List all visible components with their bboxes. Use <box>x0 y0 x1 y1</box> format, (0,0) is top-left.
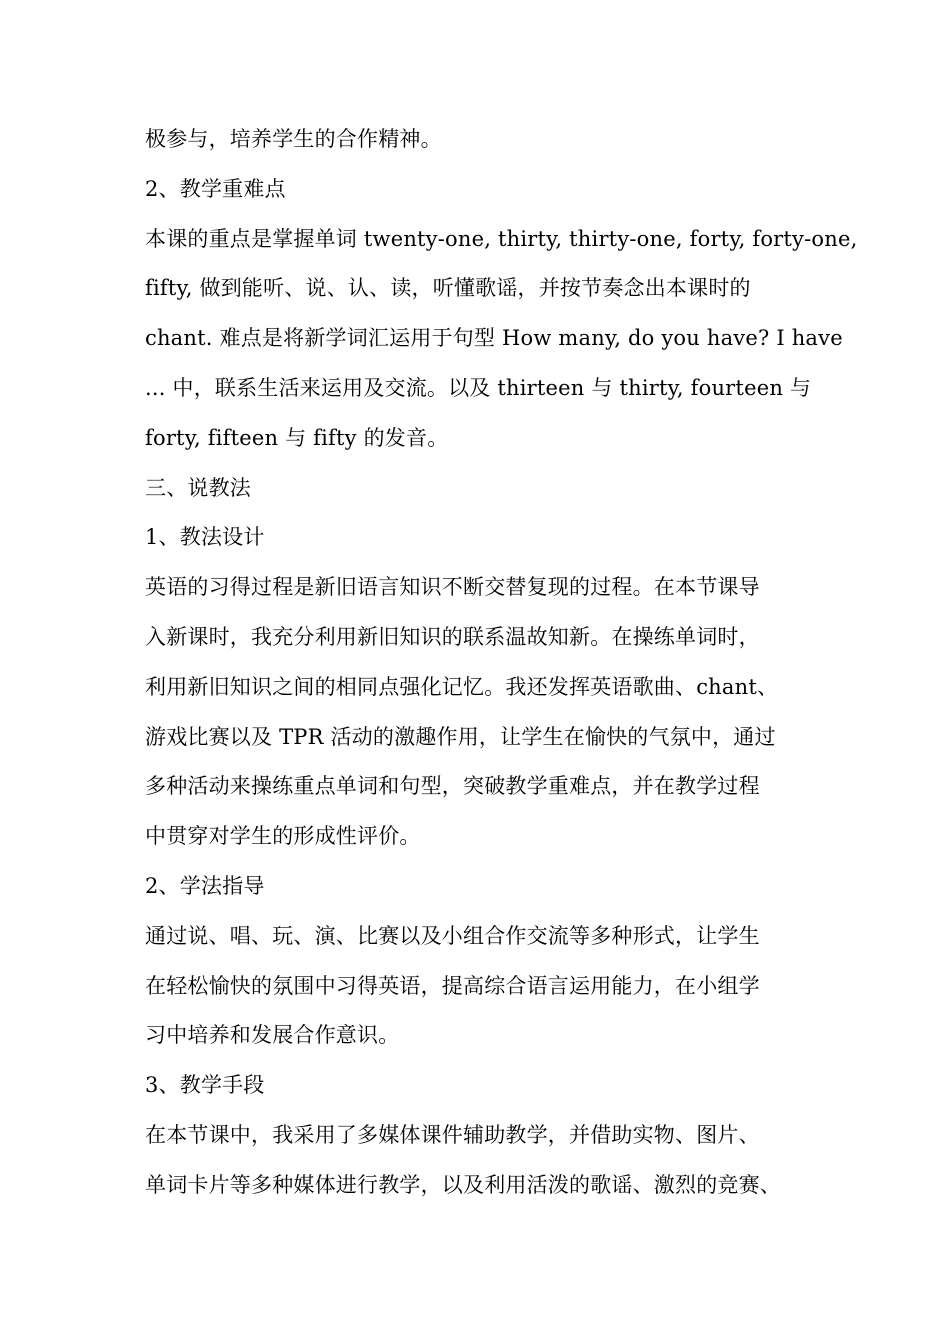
paragraph-line: chant. 难点是将新学词汇运用于句型 How many, do you have? I have <box>145 326 843 351</box>
paragraph-line: 极参与，培养学生的合作精神。 <box>145 127 442 151</box>
paragraph-line: 在轻松愉快的氛围中习得英语，提高综合语言运用能力，在小组学 <box>145 973 760 998</box>
paragraph-line: 在本节课中，我采用了多媒体课件辅助教学，并借助实物、图片、 <box>145 1122 760 1147</box>
paragraph-line: 中贯穿对学生的形成性评价。 <box>145 824 421 849</box>
paragraph-line: fifty, 做到能听、说、认、读，听懂歌谣，并按节奏念出本课时的 <box>145 276 751 301</box>
document-body <box>145 115 858 1211</box>
paragraph-line: 本课的重点是掌握单词 twenty-one, thirty, thirty-one, forty, forty-one, <box>145 226 858 251</box>
paragraph-line: 多种活动来操练重点单词和句型，突破教学重难点，并在教学过程 <box>145 774 760 799</box>
paragraph-line: 利用新旧知识之间的相同点强化记忆。我还发挥英语歌曲、chant、 <box>145 674 779 699</box>
paragraph-line: 单词卡片等多种媒体进行教学，以及利用活泼的歌谣、激烈的竞赛、 <box>145 1172 781 1197</box>
subheading-teaching-means: 3、教学手段 <box>145 1073 265 1098</box>
subheading-learning-guide: 2、学法指导 <box>145 873 265 898</box>
paragraph-line: 习中培养和发展合作意识。 <box>145 1023 400 1048</box>
paragraph-line: ... 中，联系生活来运用及交流。以及 thirteen 与 thirty, fourteen 与 <box>145 375 812 400</box>
paragraph-line: forty, fifteen 与 fifty 的发音。 <box>145 425 449 450</box>
paragraph-line: 入新课时，我充分利用新旧知识的联系温故知新。在操练单词时， <box>145 624 760 649</box>
subheading-method-design: 1、教法设计 <box>145 525 265 550</box>
section-heading-teaching-methods: 三、说教法 <box>145 475 251 500</box>
paragraph-line: 通过说、唱、玩、演、比赛以及小组合作交流等多种形式，让学生 <box>145 923 760 948</box>
paragraph-line: 游戏比赛以及 TPR 活动的激趣作用，让学生在愉快的气氛中，通过 <box>145 724 776 749</box>
section-heading-teaching-difficulties: 2、教学重难点 <box>145 176 286 201</box>
paragraph-line: 英语的习得过程是新旧语言知识不断交替复现的过程。在本节课导 <box>145 575 760 600</box>
